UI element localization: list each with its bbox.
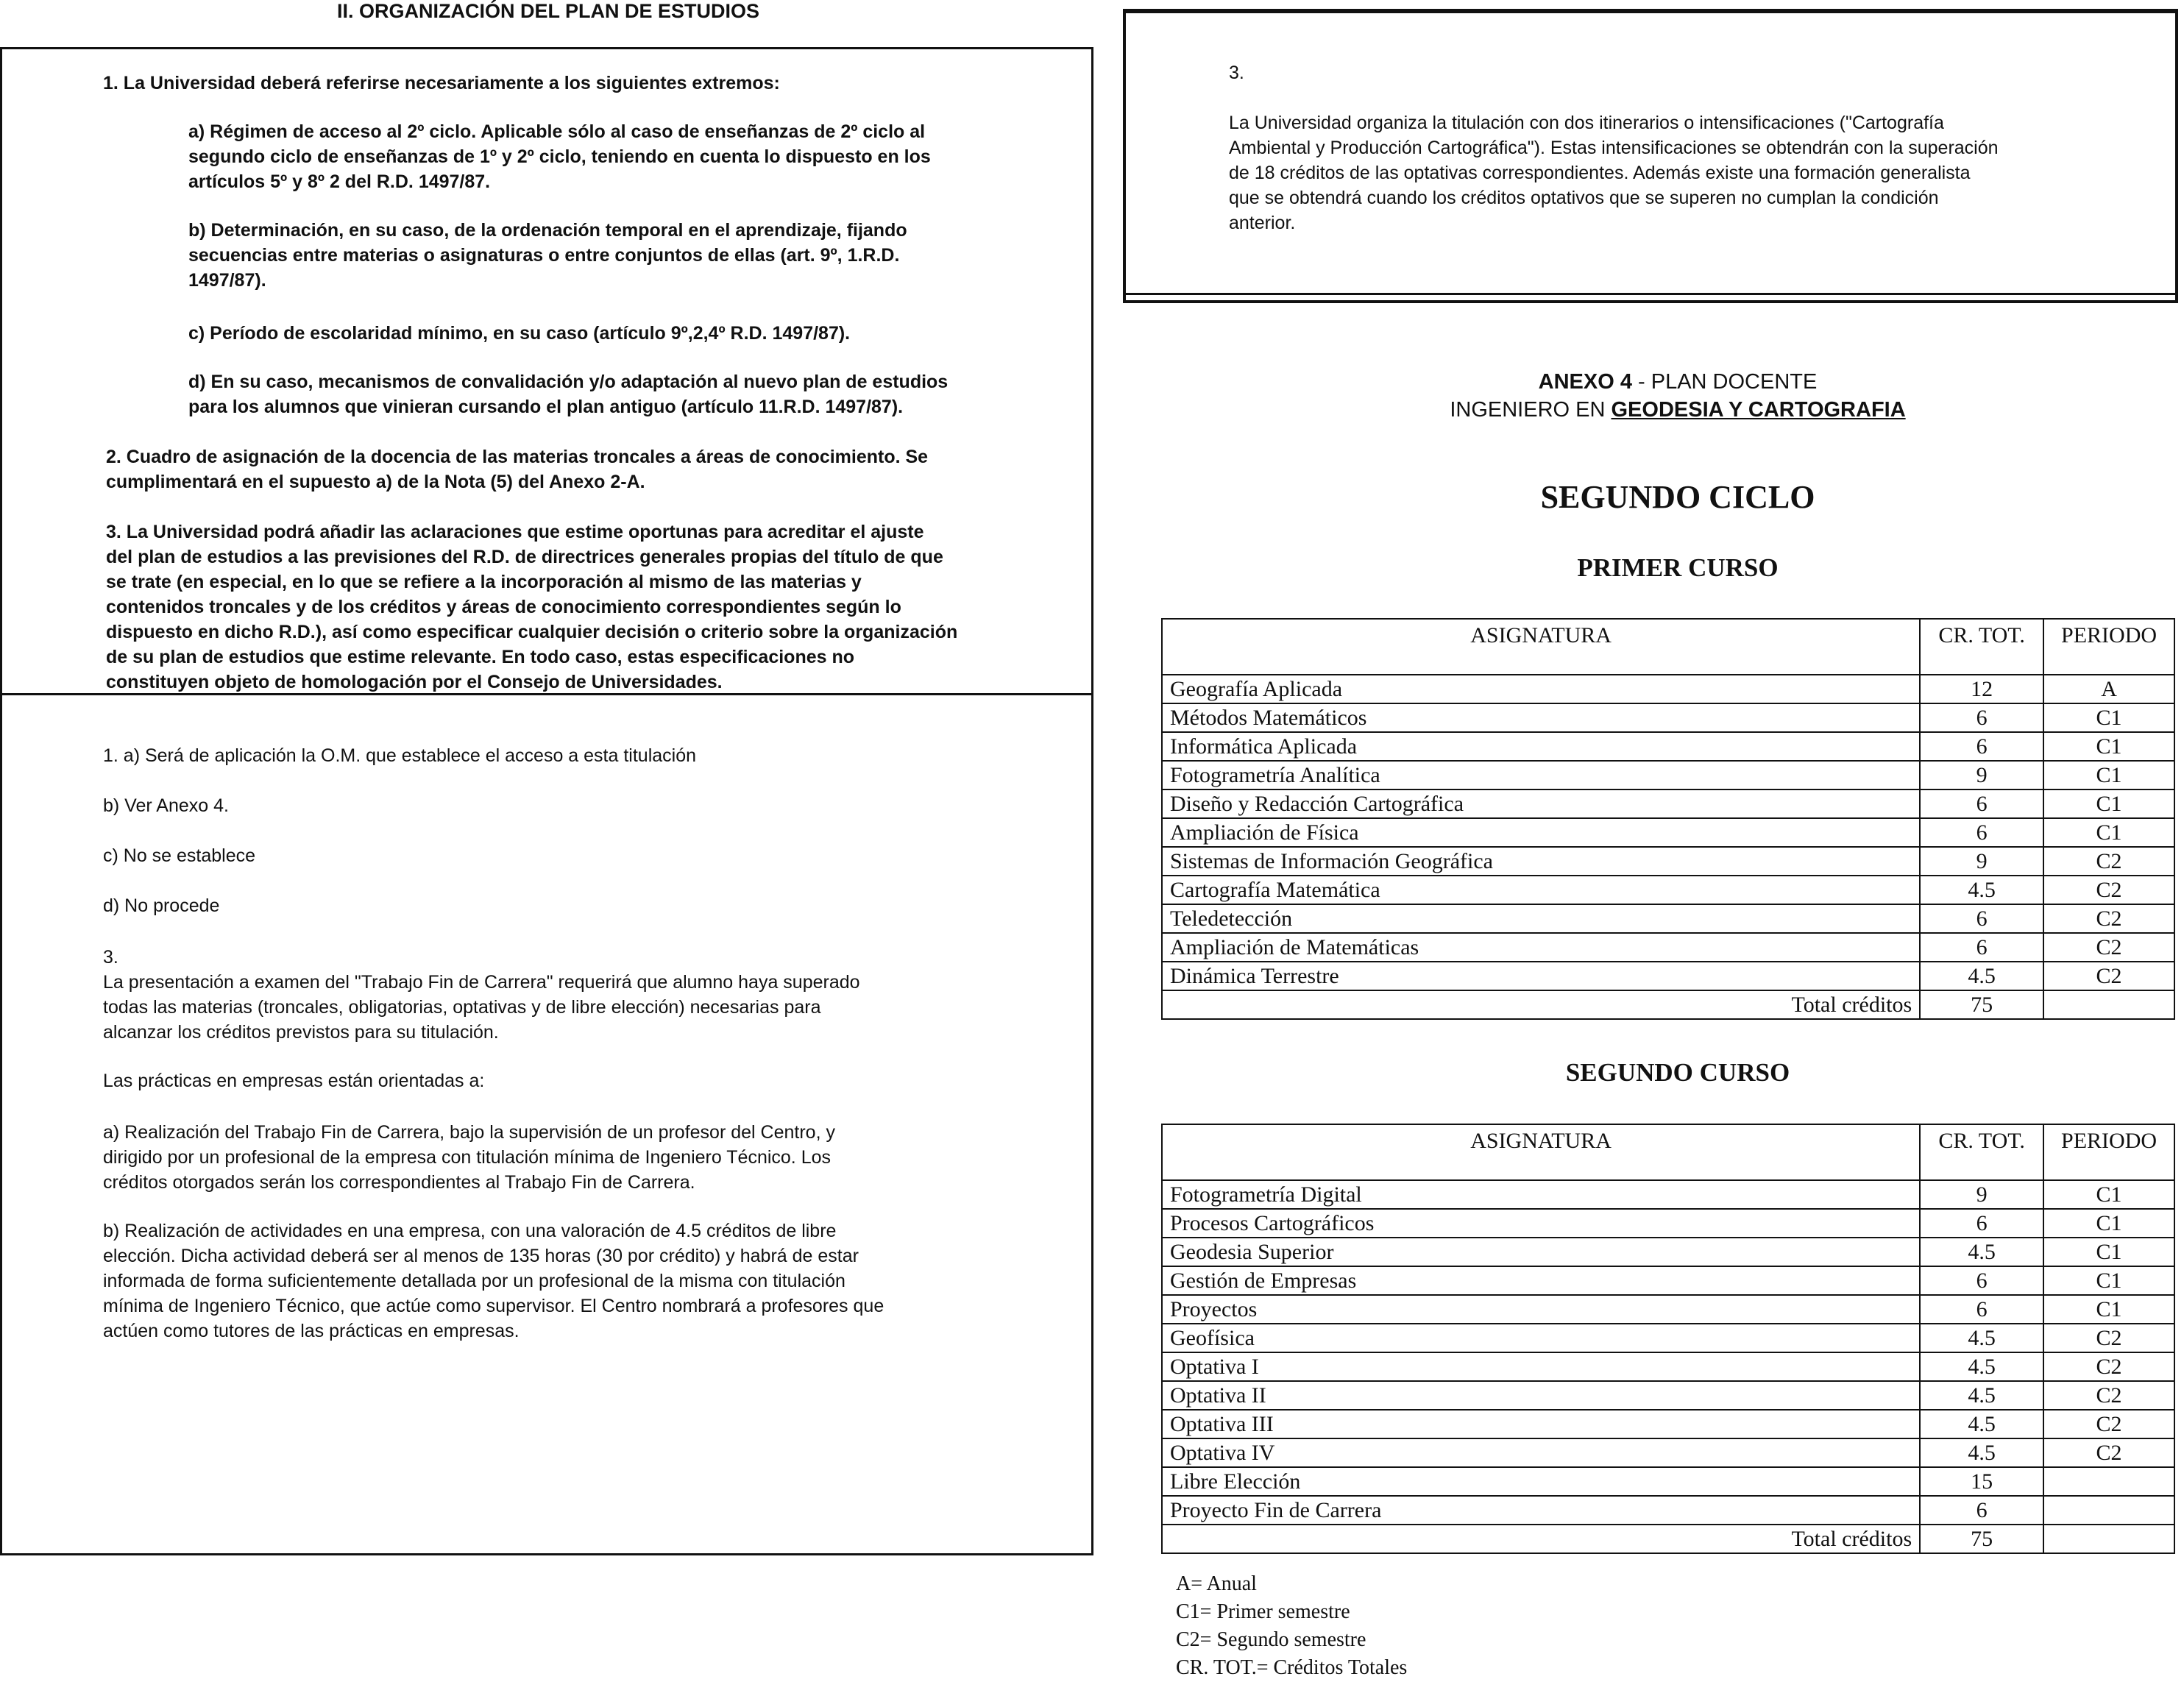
text-line: de su plan de estudios que estime relevante. En todo caso, estas especificaciones no <box>106 647 855 667</box>
anexo-line <box>1310 368 2046 396</box>
text-line: Ambiental y Producción Cartográfica"). Estas intensificaciones se obtendrán con la superación <box>1229 138 1999 158</box>
table-row <box>1162 675 2174 703</box>
answer-pb <box>103 1218 884 1344</box>
period-cell: C2 <box>2043 1438 2174 1467</box>
text-line: 3. <box>1229 63 1244 83</box>
instructions-b <box>188 218 907 293</box>
subject-cell: Fotogrametría Analítica <box>1162 761 1920 789</box>
header-cr-tot: CR. TOT. <box>1920 619 2043 675</box>
text-line: 3. <box>103 947 118 968</box>
table-row <box>1162 1381 2174 1410</box>
subject-cell: Ampliación de Matemáticas <box>1162 933 1920 962</box>
answer-practicas: Las prácticas en empresas están orientadas a: <box>103 1071 485 1091</box>
text-line: todas las materias (troncales, obligatorias, optativas y de libre elección) necesarias para <box>103 997 821 1018</box>
instructions-a <box>188 119 931 194</box>
credits-cell: 4.5 <box>1920 1238 2043 1266</box>
table-row <box>1162 904 2174 933</box>
text-line: dispuesto en dicho R.D.), así como especificar cualquier decisión o criterio sobre la organización <box>106 622 958 642</box>
ciclo-title: SEGUNDO CICLO <box>1540 479 1815 515</box>
text-line: cumplimentará en el supuesto a) de la Nota (5) del Anexo 2-A. <box>106 472 645 492</box>
primer-curso-title: PRIMER CURSO <box>1577 553 1779 582</box>
table-row <box>1162 847 2174 876</box>
credits-cell: 6 <box>1920 1295 2043 1324</box>
answer-pa <box>103 1120 835 1195</box>
instructions-d <box>188 369 948 419</box>
text-line: La presentación a examen del "Trabajo Fin de Carrera" requerirá que alumno haya superado <box>103 972 860 993</box>
subject-cell: Proyectos <box>1162 1295 1920 1324</box>
text-line: contenidos troncales y de los créditos y áreas de conocimiento correspondientes según lo <box>106 597 901 617</box>
credits-cell: 6 <box>1920 818 2043 847</box>
text-line: anterior. <box>1229 213 1296 233</box>
table-row <box>1162 1438 2174 1467</box>
text-line: secuencias entre materias o asignaturas o entre conjuntos de ellas (art. 9º, 1.R.D. <box>188 245 900 266</box>
answer-a: 1. a) Será de aplicación la O.M. que establece el acceso a esta titulación <box>103 745 697 766</box>
total-value: 75 <box>1920 990 2043 1019</box>
right-note <box>1229 60 1999 235</box>
period-cell: C1 <box>2043 761 2174 789</box>
ingeniero-prefix: INGENIERO EN <box>1450 398 1612 422</box>
text-line: La Universidad organiza la titulación con dos itinerarios o intensificaciones ("Cartografía <box>1229 113 1944 133</box>
text-line: 1497/87). <box>188 270 266 291</box>
credits-cell: 9 <box>1920 761 2043 789</box>
subject-cell: Geodesia Superior <box>1162 1238 1920 1266</box>
period-cell: C1 <box>2043 1209 2174 1238</box>
subject-cell: Cartografía Matemática <box>1162 876 1920 904</box>
text-line: créditos otorgados serán los correspondientes al Trabajo Fin de Carrera. <box>103 1172 695 1193</box>
subject-cell: Optativa III <box>1162 1410 1920 1438</box>
primer-curso-table <box>1161 618 2175 1020</box>
period-cell: C1 <box>2043 789 2174 818</box>
credits-cell: 6 <box>1920 789 2043 818</box>
text-line: b) Determinación, en su caso, de la ordenación temporal en el aprendizaje, fijando <box>188 220 907 241</box>
degree-name: GEODESIA Y CARTOGRAFIA <box>1611 398 1906 422</box>
table-row <box>1162 703 2174 732</box>
credits-cell: 4.5 <box>1920 1410 2043 1438</box>
table-row <box>1162 789 2174 818</box>
period-cell: C2 <box>2043 1410 2174 1438</box>
period-cell: C2 <box>2043 1381 2174 1410</box>
text-line: mínima de Ingeniero Técnico, que actúe como supervisor. El Centro nombrará a profesores que <box>103 1296 884 1316</box>
anexo-heading <box>1310 368 2046 424</box>
text-line: artículos 5º y 8º 2 del R.D. 1497/87. <box>188 171 491 192</box>
header-periodo: PERIODO <box>2043 619 2174 675</box>
credits-cell: 4.5 <box>1920 1438 2043 1467</box>
period-cell: C1 <box>2043 1266 2174 1295</box>
text-line: informada de forma suficientemente detallada por un profesional de la misma con titulación <box>103 1271 845 1291</box>
total-row <box>1162 1525 2174 1553</box>
period-cell: C2 <box>2043 1352 2174 1381</box>
period-cell: C1 <box>2043 818 2174 847</box>
period-cell: C1 <box>2043 732 2174 761</box>
legend-item: C2= Segundo semestre <box>1176 1628 1366 1651</box>
credits-cell: 9 <box>1920 1180 2043 1209</box>
text-line: elección. Dicha actividad deberá ser al menos de 135 horas (30 por crédito) y habrá de estar <box>103 1246 859 1266</box>
credits-cell: 6 <box>1920 904 2043 933</box>
header-asignatura: ASIGNATURA <box>1162 1124 1920 1180</box>
credits-cell: 6 <box>1920 933 2043 962</box>
answer-c: c) No se establece <box>103 845 256 866</box>
period-cell: C2 <box>2043 1324 2174 1352</box>
credits-cell: 9 <box>1920 847 2043 876</box>
period-cell: C2 <box>2043 904 2174 933</box>
table-row <box>1162 732 2174 761</box>
answer-d: d) No procede <box>103 895 220 916</box>
subject-cell: Optativa I <box>1162 1352 1920 1381</box>
legend-item: CR. TOT.= Créditos Totales <box>1176 1656 1408 1679</box>
table-row <box>1162 1467 2174 1496</box>
subject-cell: Optativa IV <box>1162 1438 1920 1467</box>
period-cell: C1 <box>2043 1238 2174 1266</box>
subject-cell: Ampliación de Física <box>1162 818 1920 847</box>
table-row <box>1162 962 2174 990</box>
plan-docente-label: - PLAN DOCENTE <box>1631 370 1818 394</box>
table-row <box>1162 1496 2174 1525</box>
table-header-row <box>1162 1124 2174 1180</box>
credits-cell: 6 <box>1920 1266 2043 1295</box>
header-periodo: PERIODO <box>2043 1124 2174 1180</box>
subject-cell: Gestión de Empresas <box>1162 1266 1920 1295</box>
table-row <box>1162 876 2174 904</box>
text-line: se trate (en especial, en lo que se refiere a la incorporación al mismo de las materias y <box>106 572 862 592</box>
header-cr-tot: CR. TOT. <box>1920 1124 2043 1180</box>
legend <box>1176 1570 1407 1682</box>
total-empty <box>2043 1525 2174 1553</box>
text-line: a) Realización del Trabajo Fin de Carrera, bajo la supervisión de un profesor del Centro, y <box>103 1122 835 1143</box>
credits-cell: 6 <box>1920 703 2043 732</box>
text-line: d) En su caso, mecanismos de convalidación y/o adaptación al nuevo plan de estudios <box>188 372 949 392</box>
subject-cell: Proyecto Fin de Carrera <box>1162 1496 1920 1525</box>
text-line: para los alumnos que vinieran cursando el plan antiguo (artículo 11.R.D. 1497/87). <box>188 397 904 417</box>
total-label: Total créditos <box>1162 1525 1920 1553</box>
table-row <box>1162 1352 2174 1381</box>
subject-cell: Teledetección <box>1162 904 1920 933</box>
table-row <box>1162 1324 2174 1352</box>
subject-cell: Procesos Cartográficos <box>1162 1209 1920 1238</box>
text-line: a) Régimen de acceso al 2º ciclo. Aplicable sólo al caso de enseñanzas de 2º ciclo al <box>188 121 926 142</box>
subject-cell: Sistemas de Información Geográfica <box>1162 847 1920 876</box>
subject-cell: Geofísica <box>1162 1324 1920 1352</box>
table-header-row <box>1162 619 2174 675</box>
text-line: actúen como tutores de las prácticas en empresas. <box>103 1321 520 1341</box>
right-frame-inner-line <box>1123 12 2178 13</box>
text-line: segundo ciclo de enseñanzas de 1º y 2º ciclo, teniendo en cuenta lo dispuesto en los <box>188 146 931 167</box>
text-line: 2. Cuadro de asignación de la docencia de las materias troncales a áreas de conocimiento. Se <box>106 447 929 467</box>
total-empty <box>2043 990 2174 1019</box>
segundo-curso-title: SEGUNDO CURSO <box>1565 1058 1790 1087</box>
table-row <box>1162 1209 2174 1238</box>
period-cell: C1 <box>2043 703 2174 732</box>
text-line: del plan de estudios a las previsiones del R.D. de directrices generales propias del título de que <box>106 547 943 567</box>
subject-cell: Métodos Matemáticos <box>1162 703 1920 732</box>
ingeniero-line <box>1310 396 2046 424</box>
subject-cell: Fotogrametría Digital <box>1162 1180 1920 1209</box>
period-cell: C2 <box>2043 933 2174 962</box>
period-cell: C1 <box>2043 1295 2174 1324</box>
section-title: II. ORGANIZACIÓN DEL PLAN DE ESTUDIOS <box>336 0 760 22</box>
subject-cell: Dinámica Terrestre <box>1162 962 1920 990</box>
text-line: dirigido por un profesional de la empresa con titulación mínima de Ingeniero Técnico. Los <box>103 1147 832 1168</box>
instructions-intro: 1. La Universidad deberá referirse necesariamente a los siguientes extremos: <box>103 73 780 93</box>
right-frame-bottom-line <box>1123 293 2178 295</box>
answer-3 <box>103 945 860 1045</box>
subject-cell: Informática Aplicada <box>1162 732 1920 761</box>
table-row <box>1162 933 2174 962</box>
credits-cell: 4.5 <box>1920 962 2043 990</box>
text-line: que se obtendrá cuando los créditos optativos que se superen no cumplan la condición <box>1229 188 1939 208</box>
period-cell <box>2043 1496 2174 1525</box>
table-row <box>1162 761 2174 789</box>
instructions-c: c) Período de escolaridad mínimo, en su caso (artículo 9º,2,4º R.D. 1497/87). <box>188 323 851 344</box>
credits-cell: 15 <box>1920 1467 2043 1496</box>
legend-item: A= Anual <box>1176 1572 1257 1595</box>
anexo-label: ANEXO 4 <box>1538 370 1632 394</box>
period-cell: C1 <box>2043 1180 2174 1209</box>
legend-item: C1= Primer semestre <box>1176 1600 1350 1623</box>
subject-cell: Geografía Aplicada <box>1162 675 1920 703</box>
credits-cell: 4.5 <box>1920 876 2043 904</box>
table-row <box>1162 818 2174 847</box>
answer-b: b) Ver Anexo 4. <box>103 795 229 816</box>
period-cell: C2 <box>2043 962 2174 990</box>
total-label: Total créditos <box>1162 990 1920 1019</box>
segundo-curso-table <box>1161 1124 2175 1554</box>
credits-cell: 12 <box>1920 675 2043 703</box>
credits-cell: 6 <box>1920 732 2043 761</box>
text-line: de 18 créditos de las optativas correspondientes. Además existe una formación generalista <box>1229 163 1971 183</box>
table-row <box>1162 1295 2174 1324</box>
credits-cell: 4.5 <box>1920 1352 2043 1381</box>
text-line: constituyen objeto de homologación por el Consejo de Universidades. <box>106 672 723 692</box>
table-row <box>1162 1410 2174 1438</box>
credits-cell: 4.5 <box>1920 1324 2043 1352</box>
total-value: 75 <box>1920 1525 2043 1553</box>
credits-cell: 6 <box>1920 1496 2043 1525</box>
text-line: alcanzar los créditos previstos para su titulación. <box>103 1022 499 1043</box>
instructions-p3 <box>106 519 957 695</box>
table-row <box>1162 1266 2174 1295</box>
period-cell: A <box>2043 675 2174 703</box>
period-cell: C2 <box>2043 847 2174 876</box>
text-line: b) Realización de actividades en una empresa, con una valoración de 4.5 créditos de libre <box>103 1221 837 1241</box>
table-row <box>1162 1180 2174 1209</box>
header-asignatura: ASIGNATURA <box>1162 619 1920 675</box>
credits-cell: 4.5 <box>1920 1381 2043 1410</box>
subject-cell: Libre Elección <box>1162 1467 1920 1496</box>
period-cell <box>2043 1467 2174 1496</box>
period-cell: C2 <box>2043 876 2174 904</box>
subject-cell: Diseño y Redacción Cartográfica <box>1162 789 1920 818</box>
text-line: 3. La Universidad podrá añadir las aclaraciones que estime oportunas para acreditar el ajuste <box>106 522 924 542</box>
subject-cell: Optativa II <box>1162 1381 1920 1410</box>
table-row <box>1162 1238 2174 1266</box>
total-row <box>1162 990 2174 1019</box>
credits-cell: 6 <box>1920 1209 2043 1238</box>
instructions-p2 <box>106 444 928 494</box>
